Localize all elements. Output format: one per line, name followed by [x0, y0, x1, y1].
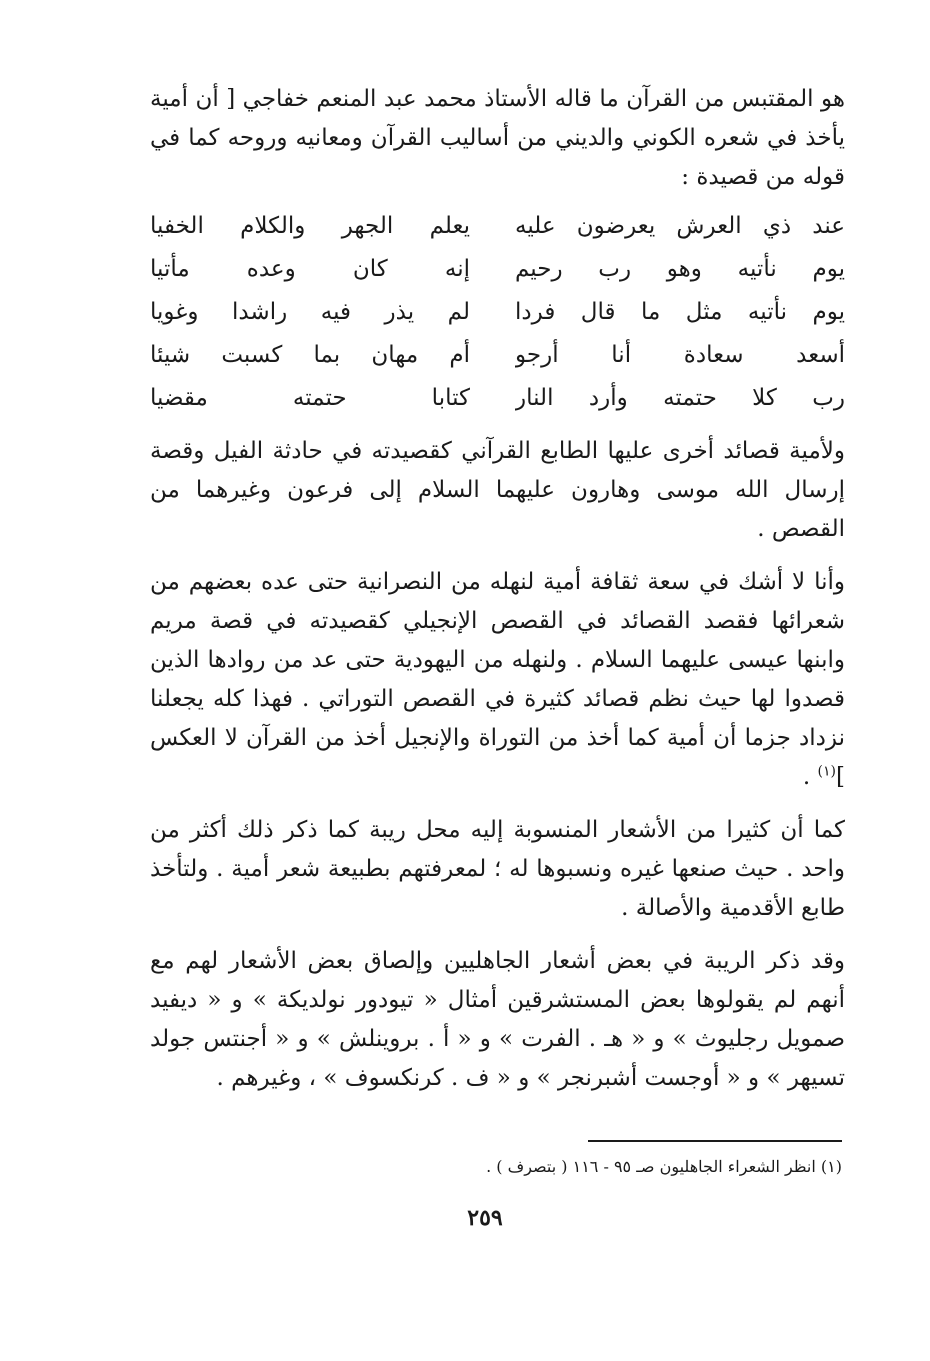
page-number: ٢٥٩: [467, 1205, 503, 1231]
poem-first-hemistich: يوم نأتيه وهو رب رحيم: [515, 256, 845, 282]
page-body: [150, 80, 845, 1112]
paragraph-attribution: كما أن كثيرا من الأشعار المنسوبة إليه محل ريبة كما ذكر ذلك أكثر من واحد . حيث صنعها غيره ونسبوها له ؛ لمعرفتهم بطبيعة شعر أمية . ولتأخذ طابع الأقدمية والأصالة .: [150, 817, 845, 921]
poem-first-hemistich: رب كلا حتمته وأرد النار: [515, 385, 845, 411]
poem-second-hemistich: كتابا حتمته مقضيا: [150, 385, 470, 411]
poem-verse: [150, 377, 845, 420]
footnote-reference[interactable]: (١): [817, 763, 837, 780]
poem-verse: [150, 248, 845, 291]
poem-verse: [150, 334, 845, 377]
paragraph-culture-end: .: [802, 764, 818, 790]
footnote-divider: [588, 1140, 842, 1142]
poem-second-hemistich: إنه كان وعده مأتيا: [150, 256, 470, 282]
poem-second-hemistich: لم يذر فيه راشدا وغويا: [150, 299, 470, 325]
footnote: (١) انظر الشعراء الجاهليون صـ ٩٥ - ١١٦ ( بتصرف ) .: [486, 1157, 842, 1176]
paragraph-orientalists: وقد ذكر الريبة في بعض أشعار الجاهليين وإلصاق بعض الأشعار لهم مع أنهم لم يقولوها بعض المستشرقين أمثال « تيودور نولديكة » و « ديفيد صمويل رجليوث » و « هـ . الفرت » و « أ . بروينلش » و « أجنتس جولد تسيهر » و « أوجست أشبرنجر » و « ف . كرنكسوف » ، وغيرهم .: [150, 948, 845, 1091]
poem-verse: [150, 205, 845, 248]
paragraph-intro: هو المقتبس من القرآن ما قاله الأستاذ محمد عبد المنعم خفاجي [ أن أمية يأخذ في شعره الكوني والديني من أساليب القرآن ومعانيه وروحه كما في قوله من قصيدة :: [150, 86, 845, 190]
paragraph-culture-text: وأنا لا أشك في سعة ثقافة أمية لنهله من النصرانية حتى عده بعضهم من شعرائها فقصد القصائد في القصص الإنجيلي كقصيدته في قصة مريم وابنها عيسى عليهما السلام . ولنهله من اليهودية حتى عد من روادها الذين قصدوا لها حيث نظم قصائد كثيرة في القصص التوراتي . فهذا كله يجعلنا نزداد جزما أن أمية كما أخذ من التوراة والإنجيل أخذ من القرآن لا العكس ]: [150, 569, 845, 790]
poem-second-hemistich: يعلم الجهر والكلام الخفيا: [150, 213, 470, 239]
poem-first-hemistich: عند ذي العرش يعرضون عليه: [515, 213, 845, 239]
poem-block: [150, 205, 845, 420]
paragraph-umayya-poems: ولأمية قصائد أخرى عليها الطابع القرآني كقصيدته في حادثة الفيل وقصة إرسال الله موسى وهارون عليهما السلام إلى فرعون وغيرهما من القصص .: [150, 438, 845, 542]
poem-verse: [150, 291, 845, 334]
paragraph-culture: [150, 563, 845, 797]
poem-first-hemistich: يوم نأتيه مثل ما قال فردا: [515, 299, 845, 325]
poem-second-hemistich: أم مهان بما كسبت شيئا: [150, 342, 470, 368]
poem-first-hemistich: أسعد سعادة أنا أرجو: [515, 342, 845, 368]
